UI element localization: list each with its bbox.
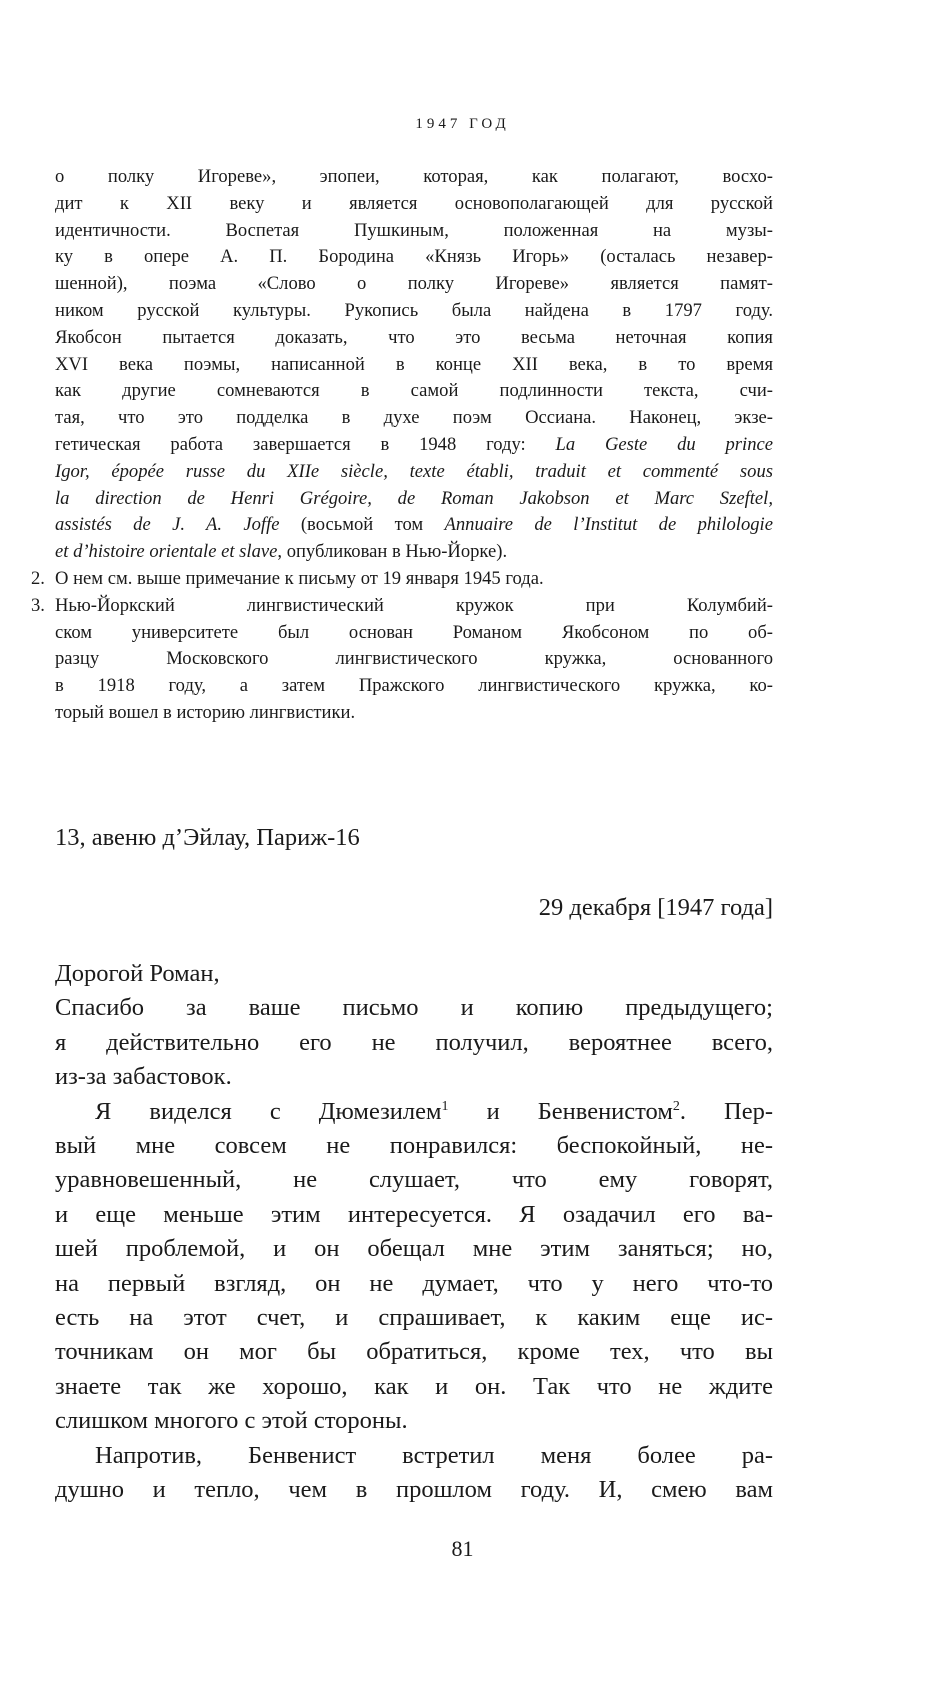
note-line: гетическая работа завершается в 1948 году: La Geste du prince xyxy=(55,433,773,455)
note-line: разцу Московского лингвистического кружка, основанного xyxy=(55,648,773,670)
note-line: тая, что это подделка в духе поэм Оссиана. Наконец, экзе- xyxy=(55,407,773,429)
letter-address: 13, авеню д’Эйлау, Париж-16 xyxy=(55,824,360,851)
footnote-number: 2. xyxy=(31,567,45,589)
text-line: душно и тепло, чем в прошлом году. И, смею вам xyxy=(55,1476,773,1504)
note-line: Якобсон пытается доказать, что это весьма неточная копия xyxy=(55,326,773,348)
note-line: торый вошел в историю лингвистики. xyxy=(55,701,356,723)
text-line: знаете так же хорошо, как и он. Так что не ждите xyxy=(55,1372,773,1400)
running-title: 1947 ГОД xyxy=(415,116,510,132)
footnote-number: 3. xyxy=(31,594,45,616)
page-number: 81 xyxy=(451,1536,474,1561)
note-line: assistés de J. A. Joffe (восьмой том Annuaire de l’Institut de philologie xyxy=(55,514,773,536)
text-line: на первый взгляд, он не думает, что у него что-то xyxy=(55,1269,773,1297)
text-line: вый мне совсем не понравился: беспокойный, не- xyxy=(55,1132,773,1160)
footnote-ref: 2 xyxy=(672,1098,680,1114)
footnote-3 xyxy=(31,593,773,727)
note-line: О нем см. выше примечание к письму от 19 января 1945 года. xyxy=(55,567,544,589)
text-line: точникам он мог бы обратиться, кроме тех, что вы xyxy=(55,1338,773,1366)
text-line: я действительно его не получил, вероятнее всего, xyxy=(55,1028,773,1056)
text-line: уравновешенный, не слушает, что ему говорят, xyxy=(55,1166,773,1194)
text-line: Спасибо за ваше письмо и копию предыдущего; xyxy=(55,994,773,1022)
text-line: Напротив, Бенвенист встретил меня более ра- xyxy=(95,1441,773,1469)
note-line: ском университете был основан Романом Якобсоном по об- xyxy=(55,621,773,643)
text-line: есть на этот счет, и спрашивает, к каким еще ис- xyxy=(55,1304,773,1332)
note-line: la direction de Henri Grégoire, de Roman Jakobson et Marc Szeftel, xyxy=(55,487,773,509)
text-line: слишком многого с этой стороны. xyxy=(55,1407,408,1435)
note-line: дит к XII веку и является основополагающей для русской xyxy=(55,192,773,214)
text-line: шей проблемой, и он обещал мне этим заняться; но, xyxy=(55,1235,773,1263)
salutation: Дорогой Роман, xyxy=(55,960,220,987)
letter-body xyxy=(55,957,773,1508)
note-line: идентичности. Воспетая Пушкиным, положенная на музы- xyxy=(55,219,773,241)
footnotes xyxy=(31,164,773,727)
text-line: из-за забастовок. xyxy=(55,1063,232,1091)
note-line: ником русской культуры. Рукопись была найдена в 1797 году. xyxy=(55,299,773,321)
footnote-ref: 1 xyxy=(441,1098,449,1114)
footnote-2 xyxy=(31,566,773,593)
note-line: шенной), поэма «Слово о полку Игореве» является памят- xyxy=(55,273,773,295)
note-line: XVI века поэмы, написанной в конце XII века, в то время xyxy=(55,353,773,375)
letter-date: 29 декабря [1947 года] xyxy=(538,894,773,921)
note-line: et d’histoire orientale et slave, опубликован в Нью-Йорке). xyxy=(55,541,508,563)
note-line: о полку Игореве», эпопеи, которая, как полагают, восхо- xyxy=(55,166,773,187)
note-line: ку в опере А. П. Бородина «Князь Игорь» (осталась незавер- xyxy=(55,246,773,268)
note-line: Igor, épopée russe du XIIe siècle, texte établi, traduit et commenté sous xyxy=(55,460,773,482)
text-line: Я виделся с Дюмезилем$^1$ и Бенвенистом$^2$. Пер- xyxy=(95,1097,773,1125)
note-line: как другие сомневаются в самой подлинности текста, счи- xyxy=(55,380,773,402)
note-line: в 1918 году, а затем Пражского лингвистического кружка, ко- xyxy=(55,675,773,697)
note-line: Нью-Йоркский лингвистический кружок при Колумбий- xyxy=(55,594,773,616)
text-line: и еще меньше этим интересуется. Я озадачил его ва- xyxy=(55,1200,773,1228)
